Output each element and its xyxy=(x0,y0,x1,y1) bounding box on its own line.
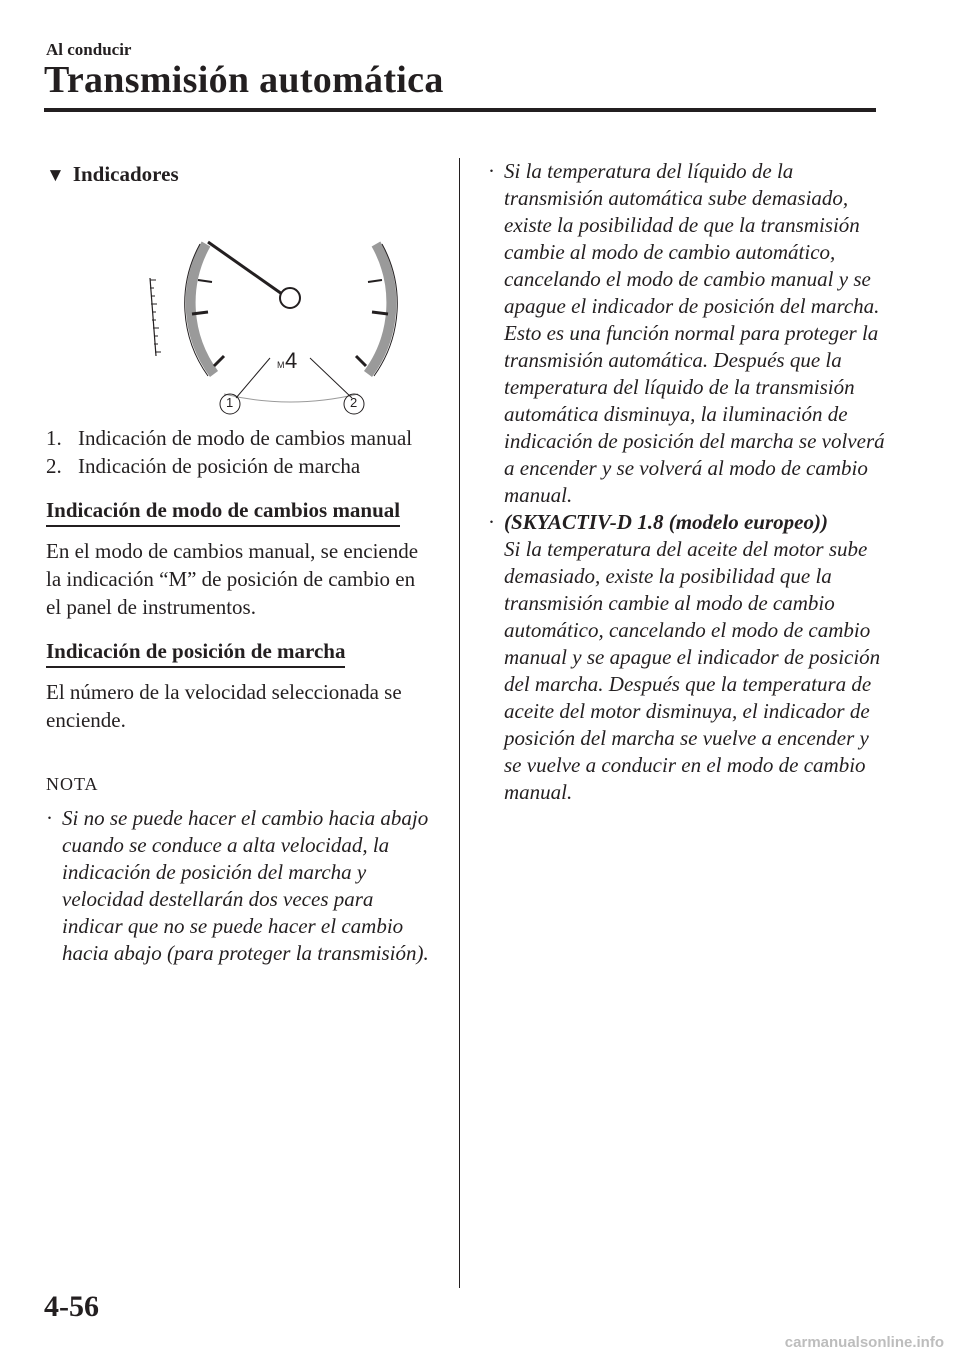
left-notes-list xyxy=(46,805,430,967)
bullet-icon: · xyxy=(46,806,53,830)
bullet-icon: · xyxy=(488,510,495,534)
note-text: Si no se puede hacer el cambio hacia abajo cuando se conduce a alta velocidad, la indicación de posición del marcha y velocidad destellarán dos veces para indicar que no se puede hacer el cambio hacia abajo (para proteger la transmisión). xyxy=(62,806,429,965)
note-item xyxy=(488,509,888,806)
note-text: Si la temperatura del líquido de la transmisión automática sube demasiado, existe la posibilidad de que la transmisión cambie al modo de cambio automático, cancelando el modo de cambio manual y se apague el indicador de posición del marcha. Esto es una función normal para proteger la transmisión automática. Después que la temperatura del líquido de la transmisión automática disminuya, la iluminación de indicación de posición del marcha se volverá a encender y se volverá al modo de cambio manual. xyxy=(504,159,885,507)
triangle-marker-icon: ▼ xyxy=(46,165,65,186)
note-item xyxy=(46,805,430,967)
section-heading-manual-mode: Indicación de modo de cambios manual xyxy=(46,496,400,527)
section-body-gear-position: El número de la velocidad seleccionada se enciende. xyxy=(46,680,402,732)
legend-item xyxy=(46,424,430,452)
column-divider xyxy=(459,158,460,1288)
right-column xyxy=(488,158,888,806)
legend-item xyxy=(46,452,430,480)
gear-number-indicator: 4 xyxy=(285,348,298,373)
section-body-manual-mode: En el modo de cambios manual, se enciende la indicación “M” de posición de cambio en el panel de instrumentos. xyxy=(46,539,419,619)
left-column xyxy=(46,158,430,967)
note-text: Si la temperatura del aceite del motor sube demasiado, existe la posibilidad que la transmisión cambie al modo de cambio automático, cancelando el modo de cambio manual y se apague el indicador de posición del marcha. Después que la temperatura de aceite del motor disminuya, el indicador de posición del marcha se vuelve a encender y se vuelve a conducir en el modo de cambio manual. xyxy=(504,537,881,804)
bullet-icon: · xyxy=(488,159,495,183)
gauge-illustration xyxy=(96,198,416,418)
right-notes-list xyxy=(488,158,888,806)
callout-2: 2 xyxy=(350,395,358,410)
page-number: 4-56 xyxy=(44,1290,99,1323)
indicators-subhead xyxy=(46,158,430,192)
note-item xyxy=(488,158,888,509)
watermark: carmanualsonline.info xyxy=(784,1334,944,1351)
indicators-subhead-text: Indicadores xyxy=(72,162,179,186)
page-title: Transmisión automática xyxy=(44,59,444,101)
legend-number: 1. xyxy=(46,426,62,450)
figure-legend xyxy=(46,424,430,480)
nota-label: NOTA xyxy=(46,774,99,794)
instrument-cluster-figure xyxy=(96,198,416,418)
header-rule xyxy=(44,108,876,112)
legend-number: 2. xyxy=(46,454,62,478)
legend-text: Indicación de modo de cambios manual xyxy=(78,426,413,450)
callout-1: 1 xyxy=(226,395,234,410)
gear-mode-indicator: M xyxy=(277,360,285,370)
note-model-label: (SKYACTIV-D 1.8 (modelo europeo)) xyxy=(504,510,828,534)
legend-text: Indicación de posición de marcha xyxy=(78,454,361,478)
section-heading-gear-position: Indicación de posición de marcha xyxy=(46,637,345,668)
header-section-label: Al conducir xyxy=(46,40,132,59)
